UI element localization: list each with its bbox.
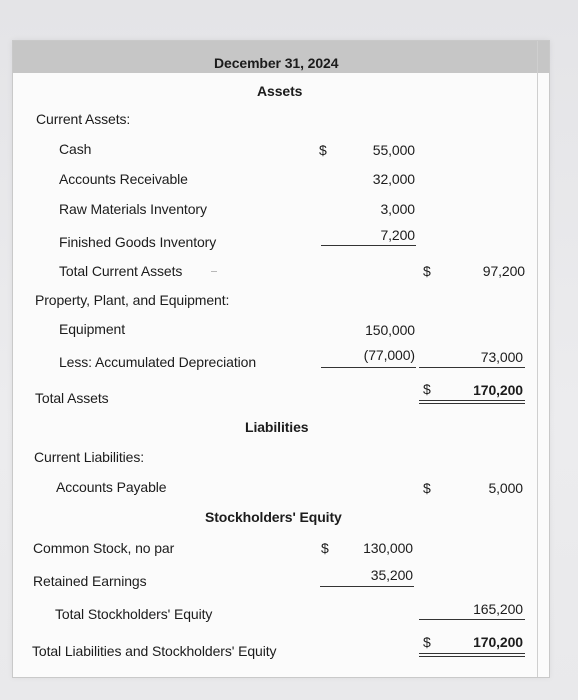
accumulated-depreciation-value: (77,000) — [363, 347, 415, 363]
ppe-underline — [321, 367, 416, 368]
total-assets-label: Total Assets — [35, 390, 109, 406]
total-current-dollar-sign: $ — [423, 263, 431, 279]
cash-dollar-sign: $ — [319, 142, 327, 158]
total-equity-underline — [419, 619, 525, 620]
retained-earnings-label: Retained Earnings — [33, 573, 147, 589]
total-equity-label: Total Stockholders' Equity — [55, 606, 213, 622]
net-ppe-value: 73,000 — [480, 349, 523, 365]
accounts-receivable-value: 32,000 — [372, 171, 415, 187]
retained-earnings-value: 35,200 — [370, 567, 413, 583]
balance-sheet — [12, 40, 550, 678]
current-liabilities-heading: Current Liabilities: — [34, 449, 145, 465]
finished-goods-label: Finished Goods Inventory — [59, 234, 217, 250]
total-assets-dollar-sign: $ — [423, 381, 431, 397]
total-equity-value: 165,200 — [473, 601, 523, 617]
current-assets-heading: Current Assets: — [36, 111, 131, 127]
equity-subtotal-underline — [320, 586, 414, 587]
accounts-receivable-label: Accounts Receivable — [59, 171, 188, 187]
ppe-heading: Property, Plant, and Equipment: — [35, 292, 230, 308]
common-stock-value: 130,000 — [363, 540, 413, 556]
net-ppe-underline — [419, 367, 525, 368]
raw-materials-value: 3,000 — [380, 201, 415, 217]
total-liabilities-equity-label: Total Liabilities and Stockholders' Equity — [32, 643, 277, 659]
accounts-payable-label: Accounts Payable — [56, 479, 167, 495]
accounts-payable-value: 5,000 — [488, 480, 523, 496]
statement-date: December 31, 2024 — [214, 55, 339, 71]
equipment-label: Equipment — [59, 321, 126, 337]
common-stock-label: Common Stock, no par — [33, 540, 175, 556]
accumulated-depreciation-label: Less: Accumulated Depreciation — [59, 354, 256, 370]
total-le-double-underline — [419, 653, 525, 657]
cash-label: Cash — [59, 141, 92, 157]
total-le-dollar-sign: $ — [423, 634, 431, 650]
total-assets-double-underline — [419, 400, 525, 404]
common-stock-dollar-sign: $ — [321, 540, 329, 556]
finished-goods-value: 7,200 — [380, 227, 415, 243]
stray-mark — [211, 271, 217, 272]
equity-heading: Stockholders' Equity — [205, 509, 342, 525]
total-assets-value: 170,200 — [473, 382, 523, 398]
equipment-value: 150,000 — [365, 322, 415, 338]
assets-heading: Assets — [257, 83, 303, 99]
cash-value: 55,000 — [372, 142, 415, 158]
total-current-assets-value: 97,200 — [482, 263, 525, 279]
column-divider — [537, 41, 538, 677]
accounts-payable-dollar-sign: $ — [423, 480, 431, 496]
subtotal-underline — [321, 245, 416, 246]
liabilities-heading: Liabilities — [245, 419, 309, 435]
total-liabilities-equity-value: 170,200 — [473, 634, 523, 650]
raw-materials-label: Raw Materials Inventory — [59, 201, 207, 217]
total-current-assets-label: Total Current Assets — [59, 263, 183, 279]
